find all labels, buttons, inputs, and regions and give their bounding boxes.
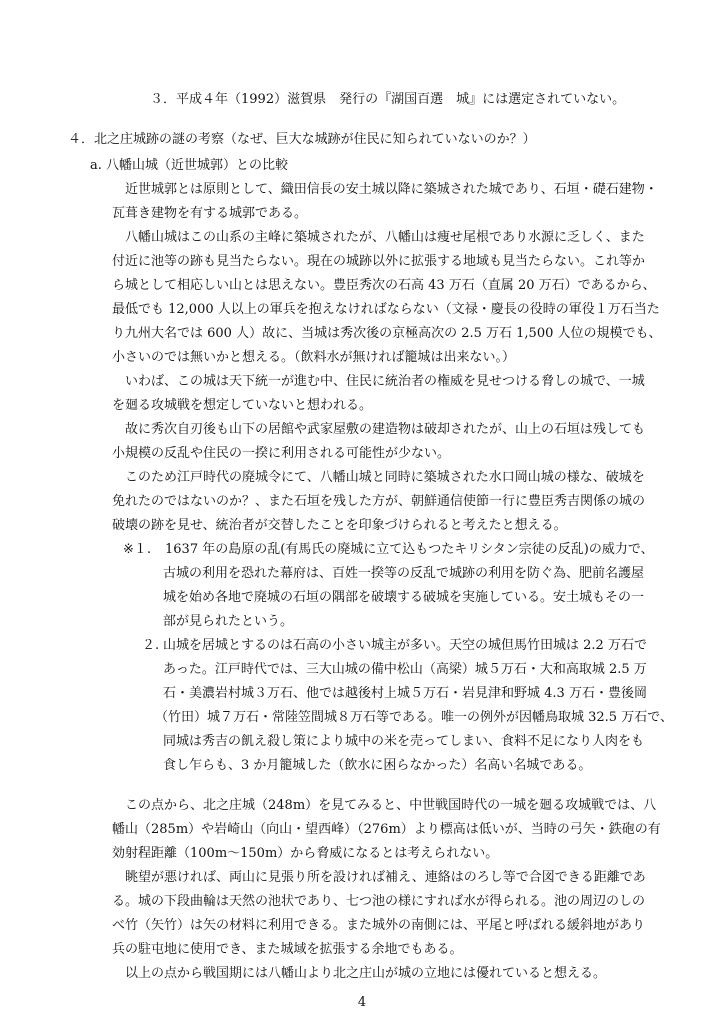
body-line: この点から、北之庄城（248m）を見てみると、中世戦国時代の一城を廻る攻城戦では、八	[125, 798, 657, 813]
body-line: 八幡山城はこの山系の主峰に築城されたが、八幡山は痩せ尾根であり水源に乏しく、また	[125, 230, 645, 245]
note-line: 同城は秀吉の飢え殺し策により城中の米を売ってしまい、食料不足になり人肉をも	[163, 734, 645, 749]
body-line: 兵の駐屯地に使用でき、また城域を拡張する余地でもある。	[112, 942, 463, 957]
body-line: を廻る攻城戦を想定していないと想われる。	[112, 398, 373, 413]
note-line: 部が見られたという。	[163, 614, 294, 629]
note-line: あった。江戸時代では、三大山城の備中松山（高梁）城５万石・大和高取城 2.5 万	[163, 662, 647, 677]
section-4-heading: ４．北之庄城跡の謎の考察（なぜ、巨大な城跡が住民に知られていないのか？）	[68, 132, 536, 147]
body-line: 幡山（285m）や岩崎山（向山・望西峰）（276m）より標高は低いが、当時の弓矢・鉄砲の有	[112, 822, 661, 837]
body-line: いわば、この城は天下統一が進む中、住民に統治者の権威を見せつける脅しの城で、一城	[125, 374, 645, 389]
body-line: 小さいのでは無いかと想える。（飲料水が無ければ籠城は出来ない。）	[112, 350, 516, 365]
item-3-text: ３．平成４年（1992）滋賀県 発行の『湖国百選 城』には選定されていない。	[150, 92, 626, 107]
body-line: 最低でも 12,000 人以上の軍兵を抱えなければならない（文禄・慶長の役時の軍役１万石当た	[112, 302, 660, 317]
page-number: 4	[357, 995, 367, 1010]
note-2-marker: ２.	[142, 638, 160, 653]
body-line: 眺望が悪ければ、両山に見張り所を設ければ補え、連絡はのろし等で合図できる距離であ	[125, 870, 646, 885]
body-line: る。城の下段曲輪は天然の池状であり、七つ池の様にすれば水が得られる。池の周辺のしの	[112, 894, 646, 909]
note-line: （竹田）城７万石・常陸笠間城８万石等である。唯一の例外が因幡鳥取城 32.5 万石で、	[155, 710, 673, 725]
body-line: 破壊の跡を見せ、統治者が交替したことを印象づけられると考えたと想える。	[112, 518, 567, 533]
note-line: 1637 年の島原の乱(有馬氏の廃城に立て込もつたキリシタン宗徒の反乱)の威力で、	[165, 542, 654, 557]
body-line: 免れたのではないのか？、また石垣を残した方が、朝鮮通信使節一行に豊臣秀吉関係の城の	[112, 494, 646, 509]
note-line: 城を始め各地で廃城の石垣の隅部を破壊する破城を実施している。安土城もその一	[163, 590, 645, 605]
note-line: 山城を居城とするのは石高の小さい城主が多い。天空の城但馬竹田城は 2.2 万石で	[163, 638, 647, 653]
body-line: このため江戸時代の廃城令にて、八幡山城と同時に築城された水口岡山城の様な、破城を	[125, 470, 645, 485]
body-line: 瓦葺き建物を有する城郭である。	[112, 206, 308, 221]
subsection-a-heading: a. 八幡山城（近世城郭）との比較	[90, 158, 289, 173]
body-line: べ竹（矢竹）は矢の材料に利用できる。また城外の南側には、平尾と呼ばれる緩斜地があり	[112, 918, 646, 933]
body-line: 故に秀次自刃後も山下の居館や武家屋敷の建造物は破却されたが、山上の石垣は残しても	[125, 422, 646, 437]
note-1-marker: ※１.	[123, 542, 152, 557]
body-line: 効射程距離（100m〜150m）から脅威になるとは考えられない。	[112, 846, 499, 861]
body-line: 付近に池等の跡も見当たらない。現在の城跡以外に拡張する地域も見当たらない。これ等か	[112, 254, 646, 269]
body-line: ら城として相応しい山とは思えない。豊臣秀次の石高 43 万石（直属 20 万石）であるから、	[112, 278, 656, 293]
note-line: 古城の利用を恐れた幕府は、百姓一揆等の反乱で城跡の利用を防ぐ為、肥前名護屋	[163, 566, 645, 581]
body-line: 小規模の反乱や住民の一揆に利用される可能性が少ない。	[112, 446, 451, 461]
note-line: 石・美濃岩村城３万石、他では越後村上城５万石・岩見津和野城 4.3 万石・豊後岡	[163, 686, 647, 701]
body-line: 近世城郭とは原則として、織田信長の安土城以降に築城された城であり、石垣・礎石建物・	[125, 182, 658, 197]
body-line: り九州大名では 600 人）故に、当城は秀次後の京極高次の 2.5 万石 1,500 人位の規模でも、	[112, 326, 662, 341]
body-line: 以上の点から戦国期には八幡山より北之庄山が城の立地には優れていると想える。	[125, 966, 607, 981]
note-line: 食し乍らも、3 か月籠城した（飲水に困らなかった）名高い名城である。	[163, 758, 592, 773]
